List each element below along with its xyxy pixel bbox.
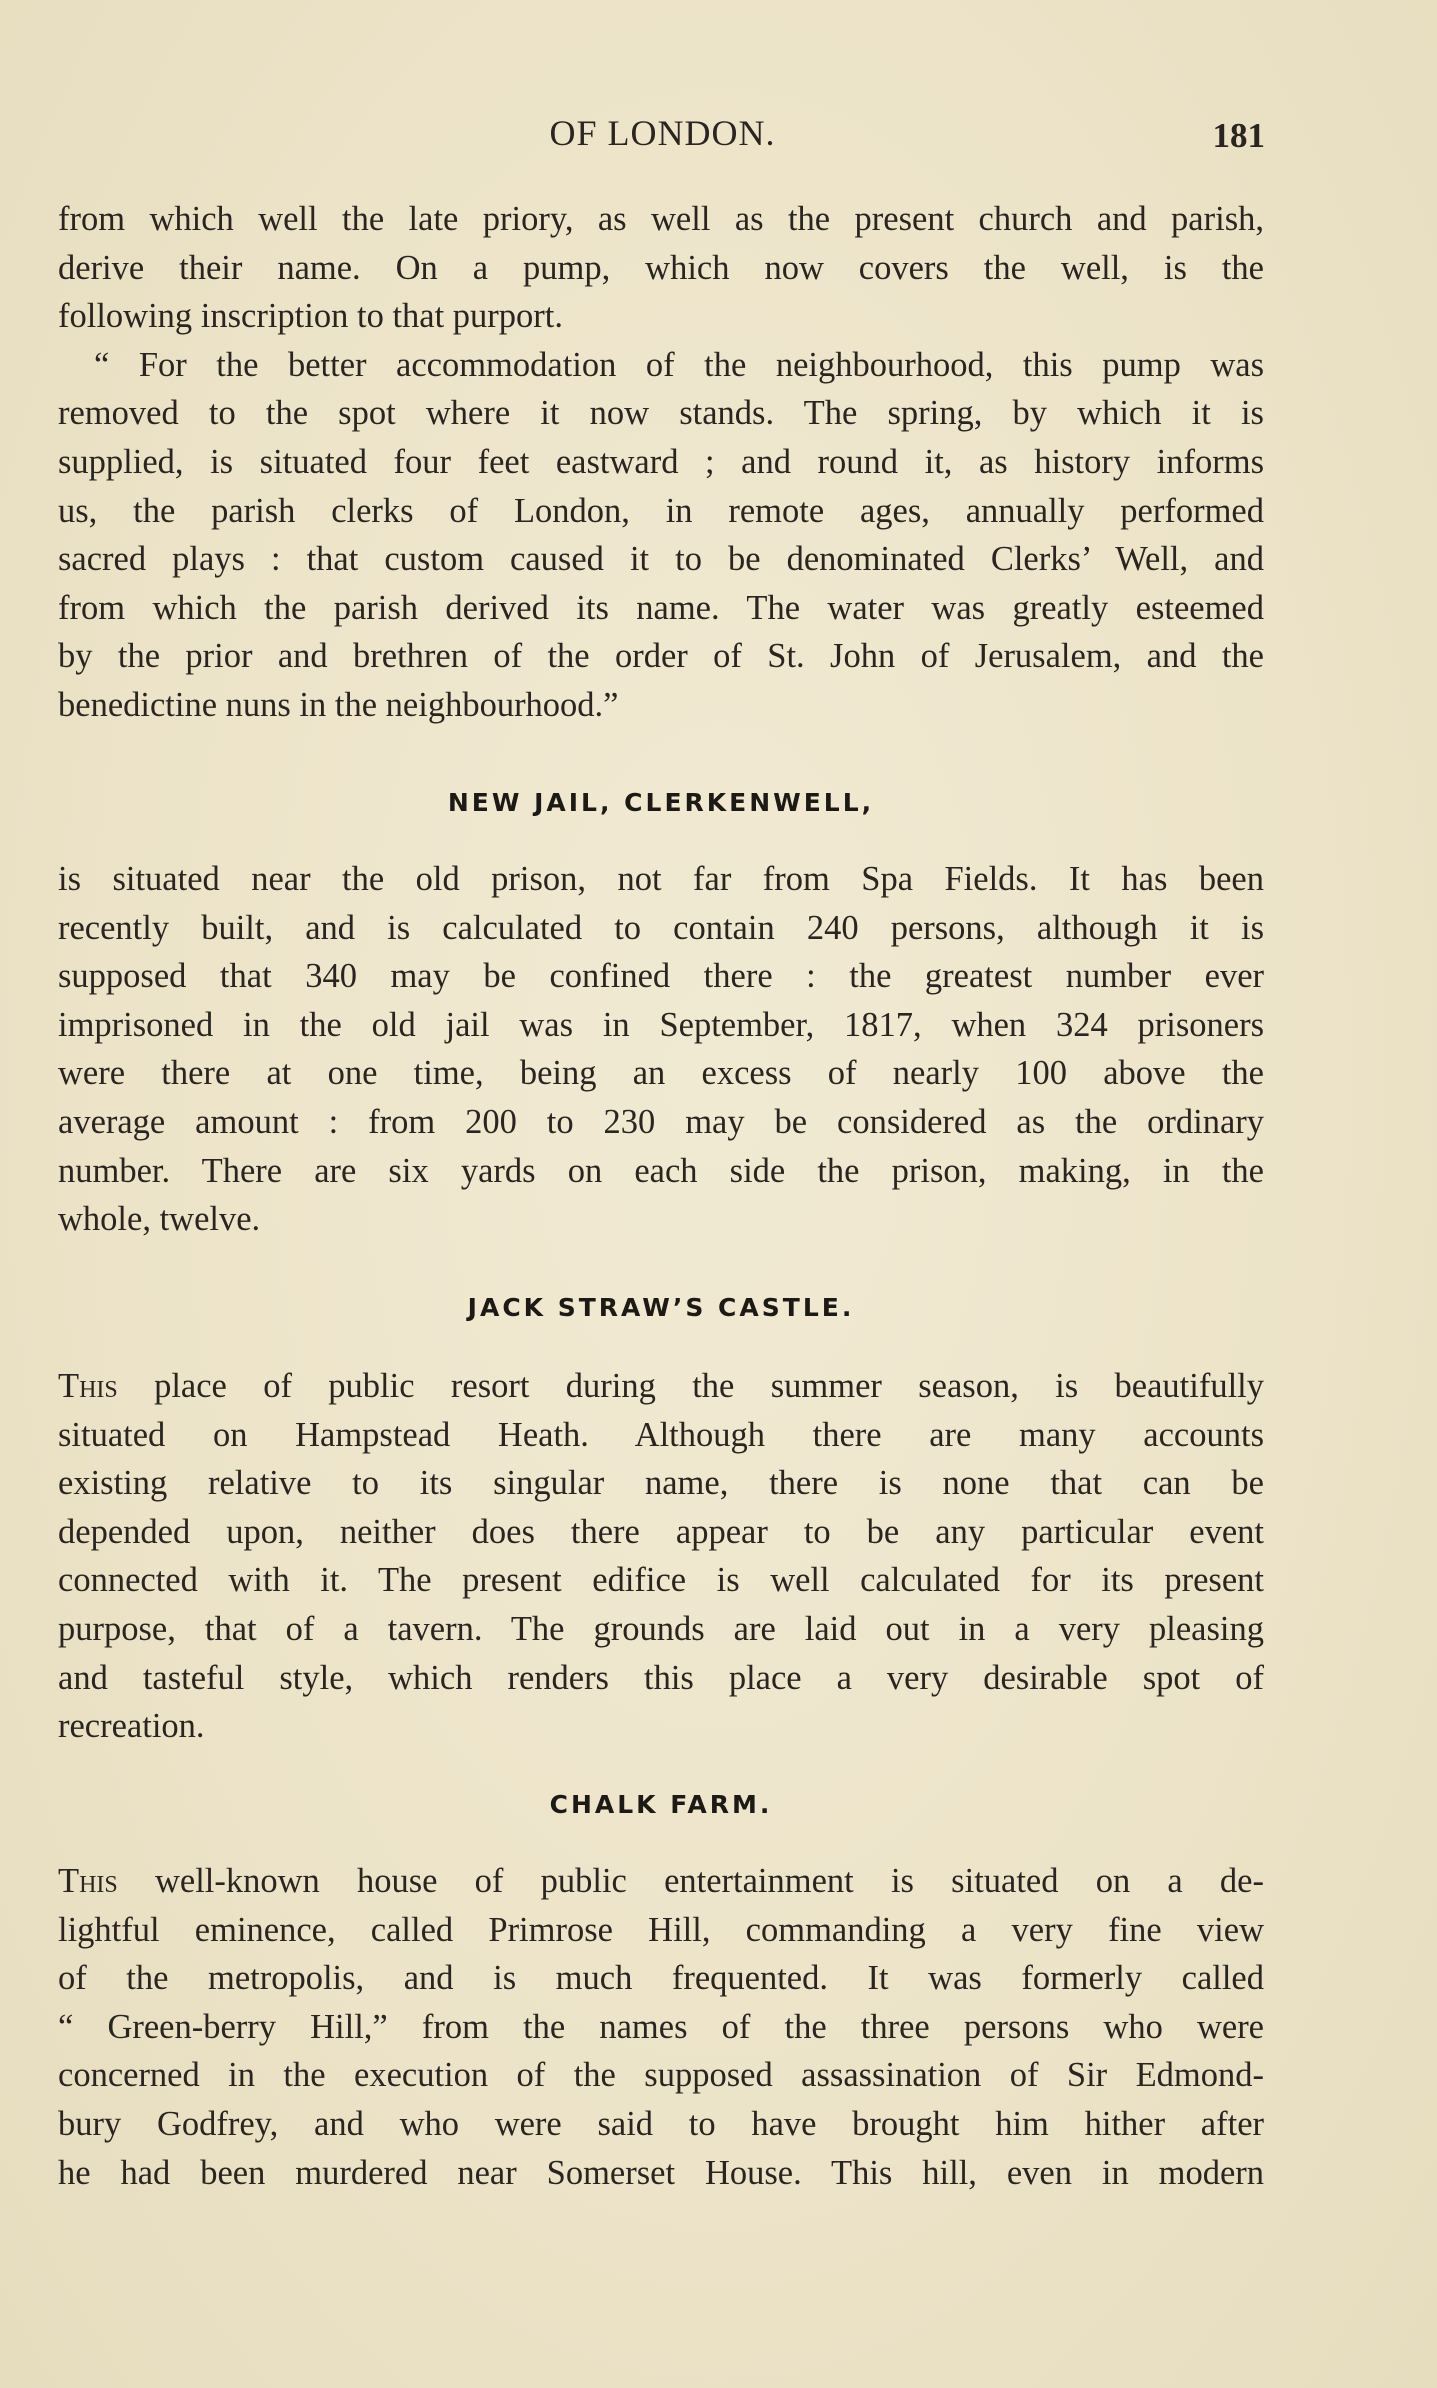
quote-line: removed to the spot where it now stands. The spring, by which it is	[58, 394, 1264, 433]
text-line: concerned in the execution of the supposed assassination of Sir Edmond-	[58, 2056, 1264, 2095]
text-line: from which well the late priory, as well as the present church and parish,	[58, 200, 1264, 238]
text-line: bury Godfrey, and who were said to have brought him hither after	[58, 2104, 1264, 2143]
text-line: lightful eminence, called Primrose Hill, commanding a very fine view	[58, 1910, 1264, 1949]
text-line: he had been murdered near Somerset House. This hill, even in modern	[58, 2153, 1264, 2192]
text-line: number. There are six yards on each side the prison, making, in the	[58, 1151, 1264, 1190]
quote-line: supplied, is situated four feet eastward ; and round it, as history informs	[58, 442, 1264, 481]
text-line: “ Green-berry Hill,” from the names of the three persons who were	[58, 2007, 1264, 2046]
text-line: is situated near the old prison, not far from Spa Fields. It has been	[58, 860, 1264, 898]
text-line: and tasteful style, which renders this place a very desirable spot of	[58, 1658, 1264, 1697]
text-line	[58, 1362, 1264, 1411]
quote-line: by the prior and brethren of the order of St. John of Jerusalem, and the	[58, 637, 1264, 676]
text-line: purpose, that of a tavern. The grounds are laid out in a very pleasing	[58, 1609, 1264, 1648]
text-line: recently built, and is calculated to contain 240 persons, although it is	[58, 908, 1264, 947]
text-line: were there at one time, being an excess of nearly 100 above the	[58, 1054, 1264, 1093]
first-word: This	[58, 1862, 118, 1900]
chalk-farm-paragraph	[58, 1857, 1264, 2197]
text-line: average amount : from 200 to 230 may be considered as the ordinary	[58, 1102, 1264, 1141]
opening-paragraphs	[58, 195, 1264, 730]
line-rest: place of public resort during the summer season, is beautifully	[117, 1367, 1264, 1405]
quote-line: from which the parish derived its name. The water was greatly esteemed	[58, 588, 1264, 627]
text-line: supposed that 340 may be confined there : the greatest number ever	[58, 957, 1264, 996]
text-line: situated on Hampstead Heath. Although there are many accounts	[58, 1415, 1264, 1454]
text-line: following inscription to that purport.	[58, 297, 563, 336]
section-heading-new-jail: NEW JAIL, CLERKENWELL,	[447, 788, 875, 817]
line-rest: well-known house of public entertainment is situated on a de-	[117, 1862, 1264, 1900]
section-heading-chalk-farm: CHALK FARM.	[549, 1790, 773, 1819]
text-line: existing relative to its singular name, there is none that can be	[58, 1464, 1264, 1503]
quote-line: us, the parish clerks of London, in remote ages, annually performed	[58, 491, 1264, 530]
text-line: depended upon, neither does there appear to be any particular event	[58, 1512, 1264, 1551]
text-line	[58, 1857, 1264, 1906]
quote-line: sacred plays : that custom caused it to be denominated Clerks’ Well, and	[58, 540, 1264, 579]
jack-straws-castle-paragraph	[58, 1362, 1264, 1751]
first-word: This	[58, 1367, 118, 1405]
text-line: whole, twelve.	[58, 1200, 261, 1239]
running-head	[60, 112, 1265, 172]
page-number: 181	[1212, 116, 1265, 155]
quote-line: benedictine nuns in the neighbourhood.”	[58, 685, 619, 724]
text-line: recreation.	[58, 1707, 205, 1746]
text-line: imprisoned in the old jail was in September, 1817, when 324 prisoners	[58, 1005, 1264, 1044]
quote-line: “ For the better accommodation of the neighbourhood, this pump was	[94, 345, 1264, 384]
text-line: derive their name. On a pump, which now covers the well, is the	[58, 248, 1264, 287]
text-line: connected with it. The present edifice is well calculated for its present	[58, 1561, 1264, 1600]
text-line: of the metropolis, and is much frequented. It was formerly called	[58, 1959, 1264, 1998]
running-head-title: OF LONDON.	[549, 113, 776, 153]
new-jail-paragraph	[58, 855, 1264, 1244]
section-heading-jack-straws-castle: JACK STRAW’S CASTLE.	[467, 1293, 855, 1322]
